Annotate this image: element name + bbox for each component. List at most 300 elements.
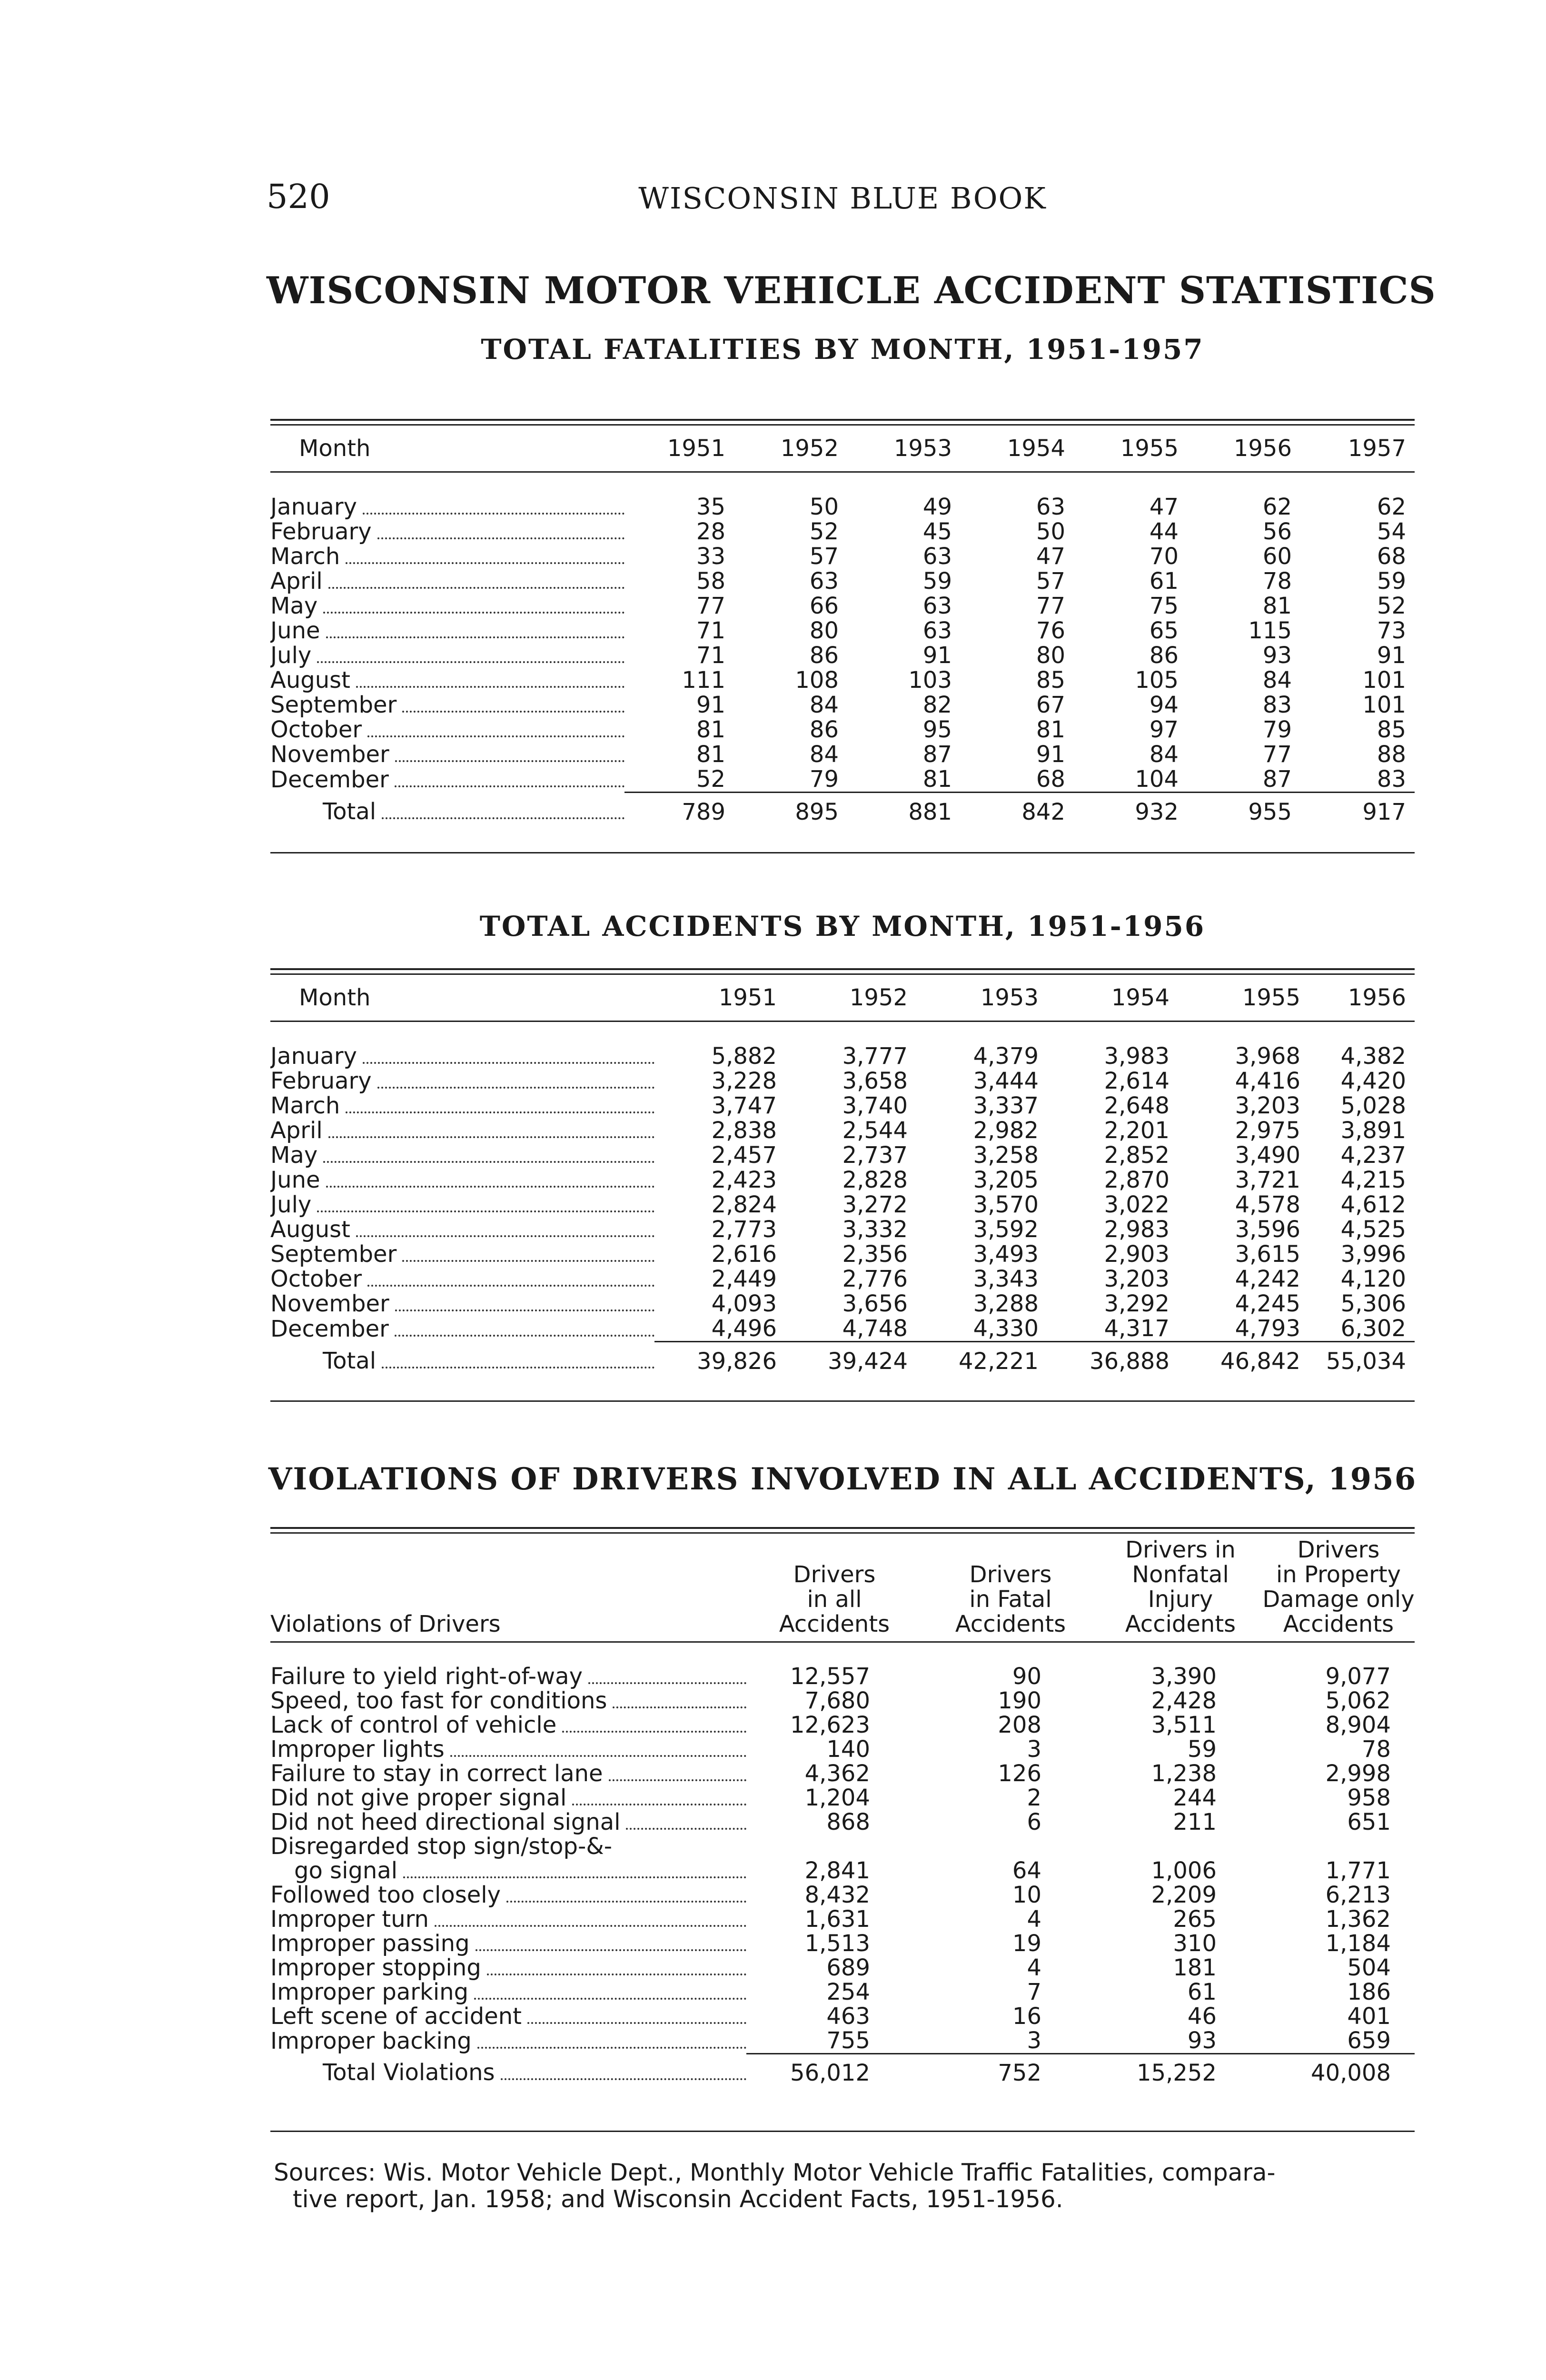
value-cell: 8,904 <box>1325 1713 1391 1737</box>
value-cell: 504 <box>1347 1956 1391 1980</box>
dot-leader <box>323 612 624 614</box>
dot-leader <box>395 1335 654 1337</box>
value-cell: 87 <box>1262 767 1292 793</box>
month-label-text: November <box>270 742 389 767</box>
month-label <box>270 767 624 792</box>
value-cell: 1,204 <box>804 1786 870 1810</box>
value-cell: 95 <box>922 717 952 742</box>
violation-label <box>270 1883 746 1907</box>
dot-leader <box>477 2047 746 2049</box>
value-cell: 84 <box>1262 668 1292 693</box>
nonfatal-injury-header: Drivers in Nonfatal Injury Accidents <box>1099 1537 1262 1642</box>
violation-label-text: Followed too closely <box>270 1883 501 1907</box>
value-cell: 49 <box>922 495 952 519</box>
value-cell: 3,747 <box>711 1093 777 1118</box>
table-row <box>270 1810 1415 1835</box>
value-cell: 101 <box>1362 693 1406 717</box>
month-label-text: October <box>270 1267 362 1291</box>
table-row <box>270 1069 1415 1093</box>
table-row <box>270 1044 1415 1069</box>
year-header-1955: 1955 <box>1074 426 1187 472</box>
value-cell: 2,201 <box>1104 1118 1169 1143</box>
month-label-text: October <box>270 717 362 742</box>
table-row <box>270 1713 1415 1737</box>
value-cell: 71 <box>696 643 725 668</box>
value-cell: 81 <box>922 767 952 793</box>
value-cell: 3,740 <box>842 1093 908 1118</box>
value-cell: 91 <box>696 693 725 717</box>
dot-leader <box>356 1235 654 1237</box>
value-cell: 62 <box>1377 495 1406 519</box>
value-cell: 3,205 <box>973 1168 1039 1192</box>
value-cell: 4,420 <box>1340 1069 1406 1093</box>
violation-label <box>270 2004 746 2029</box>
value-cell: 3,390 <box>1151 1665 1217 1689</box>
value-cell: 1,513 <box>804 1932 870 1956</box>
month-label <box>270 767 624 793</box>
value-cell: 76 <box>1036 618 1065 643</box>
year-header-1953: 1953 <box>847 426 961 472</box>
sources-note <box>274 2159 1416 2212</box>
value-cell: 2,544 <box>842 1118 908 1143</box>
table-row <box>270 594 1415 618</box>
value-cell: 5,062 <box>1325 1689 1391 1713</box>
value-cell: 2,776 <box>842 1267 908 1291</box>
month-label-text: August <box>270 1217 350 1242</box>
value-cell: 80 <box>809 618 839 643</box>
value-cell: 63 <box>922 544 952 569</box>
value-cell: 2,838 <box>711 1118 777 1143</box>
value-cell: 4,362 <box>804 1762 870 1786</box>
month-label <box>270 742 624 767</box>
value-cell: 60 <box>1262 544 1292 569</box>
month-label-text: April <box>270 1118 323 1143</box>
value-cell: 4,612 <box>1340 1192 1406 1217</box>
value-cell: 87 <box>922 742 952 767</box>
total-value: 46,842 <box>1178 1342 1309 1374</box>
month-label <box>270 594 624 618</box>
table-row <box>270 742 1415 767</box>
value-cell: 47 <box>1036 544 1065 569</box>
total-value: 842 <box>961 793 1074 825</box>
dot-leader <box>367 735 624 737</box>
table-row <box>270 1835 1415 1859</box>
value-cell: 63 <box>922 618 952 643</box>
value-cell: 16 <box>1012 2004 1041 2029</box>
month-label-text: September <box>270 1242 397 1267</box>
page-number: 520 <box>267 177 330 216</box>
value-cell: 3,721 <box>1235 1168 1300 1192</box>
total-value: 789 <box>624 793 734 825</box>
total-label <box>323 2061 746 2085</box>
value-cell: 208 <box>998 1713 1041 1737</box>
value-cell: 5,028 <box>1340 1093 1406 1118</box>
violations-bottom-rule <box>270 2131 1415 2132</box>
month-label-text: March <box>270 544 340 569</box>
table-row <box>270 1242 1415 1267</box>
value-cell: 61 <box>1149 569 1179 594</box>
value-cell: 3,228 <box>711 1069 777 1093</box>
month-label-text: May <box>270 594 318 618</box>
value-cell: 3,332 <box>842 1217 908 1242</box>
value-cell: 47 <box>1149 495 1179 519</box>
value-cell: 1,006 <box>1151 1859 1217 1883</box>
violation-label <box>270 1689 746 1713</box>
dot-leader <box>562 1731 746 1733</box>
value-cell: 4,379 <box>973 1044 1039 1069</box>
total-value: 39,424 <box>785 1342 916 1374</box>
month-label <box>270 1168 654 1192</box>
dot-leader <box>346 562 624 564</box>
month-label <box>270 544 624 569</box>
year-header-1954: 1954 <box>961 426 1074 472</box>
value-cell: 66 <box>809 594 839 618</box>
total-value: 56,012 <box>746 2054 922 2086</box>
month-label <box>270 519 624 544</box>
value-cell: 33 <box>696 544 725 569</box>
month-label <box>270 1291 654 1316</box>
value-cell: 4,120 <box>1340 1267 1406 1291</box>
table-row <box>270 519 1415 544</box>
value-cell: 3,022 <box>1104 1192 1169 1217</box>
dot-leader <box>402 711 624 713</box>
dot-leader <box>588 1682 746 1684</box>
value-cell: 62 <box>1262 495 1292 519</box>
value-cell: 5,306 <box>1340 1291 1406 1316</box>
value-cell: 88 <box>1377 742 1406 767</box>
empty-cell <box>922 1835 1099 1859</box>
dot-leader <box>487 1973 746 1975</box>
violation-label <box>270 1786 746 1810</box>
value-cell: 4,215 <box>1340 1168 1406 1192</box>
accidents-title: TOTAL ACCIDENTS BY MONTH, 1951-1956 <box>479 910 1206 942</box>
value-cell: 91 <box>1036 742 1065 767</box>
dot-leader <box>506 1901 746 1903</box>
sources-line-2: tive report, Jan. 1958; and Wisconsin Accident Facts, 1951-1956. <box>293 2185 1063 2213</box>
dot-leader <box>395 1309 654 1311</box>
value-cell: 3,337 <box>973 1093 1039 1118</box>
value-cell: 3,292 <box>1104 1291 1169 1316</box>
total-label <box>270 2054 746 2086</box>
total-value: 752 <box>922 2054 1099 2086</box>
table-row <box>270 693 1415 717</box>
total-label <box>270 1342 654 1374</box>
value-cell: 186 <box>1347 1980 1391 2004</box>
value-cell: 86 <box>809 643 839 668</box>
violation-label-text: Failure to stay in correct lane <box>270 1762 603 1786</box>
violation-label <box>270 1932 746 1956</box>
value-cell: 3,343 <box>973 1267 1039 1291</box>
value-cell: 4,237 <box>1340 1143 1406 1168</box>
table-row <box>270 668 1415 693</box>
value-cell: 958 <box>1347 1786 1391 1810</box>
value-cell: 689 <box>826 1956 870 1980</box>
month-column-header: Month <box>270 975 654 1021</box>
year-header-1951: 1951 <box>624 426 734 472</box>
month-label <box>270 1143 654 1168</box>
value-cell: 57 <box>1036 569 1065 594</box>
dot-leader <box>501 2078 746 2080</box>
month-label <box>270 1242 654 1267</box>
value-cell: 126 <box>998 1762 1041 1786</box>
value-cell: 59 <box>1377 569 1406 594</box>
value-cell: 54 <box>1377 519 1406 544</box>
value-cell: 12,557 <box>790 1665 870 1689</box>
value-cell: 4,578 <box>1235 1192 1300 1217</box>
month-label <box>270 1192 654 1217</box>
value-cell: 81 <box>1262 594 1292 618</box>
dot-leader <box>323 1161 654 1163</box>
value-cell: 84 <box>809 742 839 767</box>
violation-label-text: Did not give proper signal <box>270 1786 567 1810</box>
violation-label <box>270 1907 746 1932</box>
total-row <box>270 1342 1415 1374</box>
dot-leader <box>377 537 624 539</box>
total-value: 36,888 <box>1047 1342 1178 1374</box>
month-label <box>270 1291 654 1316</box>
month-label-text: November <box>270 1291 389 1316</box>
value-cell: 659 <box>1347 2029 1391 2054</box>
value-cell: 2,614 <box>1104 1069 1169 1093</box>
value-cell: 108 <box>795 668 839 693</box>
table-row <box>270 1192 1415 1217</box>
value-cell: 3,891 <box>1340 1118 1406 1143</box>
value-cell: 3,511 <box>1151 1713 1217 1737</box>
value-cell: 58 <box>696 569 725 594</box>
month-label <box>270 1143 654 1168</box>
value-cell: 63 <box>922 594 952 618</box>
violation-label-text: Improper lights <box>270 1737 445 1762</box>
table-row <box>270 767 1415 793</box>
year-header-1955: 1955 <box>1178 975 1309 1021</box>
value-cell: 8,432 <box>804 1883 870 1907</box>
value-cell: 3,203 <box>1104 1267 1169 1291</box>
value-cell: 190 <box>998 1689 1041 1713</box>
value-cell: 4 <box>1027 1907 1041 1932</box>
value-cell: 3,490 <box>1235 1143 1300 1168</box>
value-cell: 86 <box>809 717 839 742</box>
table-row <box>270 1168 1415 1192</box>
value-cell: 46 <box>1187 2004 1217 2029</box>
dot-leader <box>326 636 624 638</box>
value-cell: 4,793 <box>1235 1316 1300 1342</box>
dot-leader <box>395 785 624 787</box>
value-cell: 103 <box>908 668 952 693</box>
accidents-bottom-rule <box>270 1400 1415 1402</box>
table-row <box>270 1689 1415 1713</box>
table-row <box>270 1859 1415 1883</box>
year-header-1954: 1954 <box>1047 975 1178 1021</box>
month-label <box>270 544 624 569</box>
value-cell: 3 <box>1027 2029 1041 2054</box>
value-cell: 45 <box>922 519 952 544</box>
violation-label <box>270 1689 746 1713</box>
value-cell: 3,570 <box>973 1192 1039 1217</box>
value-cell: 2,828 <box>842 1168 908 1192</box>
dot-leader <box>317 661 624 663</box>
value-cell: 2,982 <box>973 1118 1039 1143</box>
violation-label <box>270 1883 746 1907</box>
violation-label: Disregarded stop sign/stop-&- <box>270 1835 613 1859</box>
value-cell: 4,525 <box>1340 1217 1406 1242</box>
value-cell: 6,213 <box>1325 1883 1391 1907</box>
violation-label-text: Improper stopping <box>270 1956 481 1980</box>
dot-leader <box>450 1755 746 1757</box>
violation-label-text: Improper passing <box>270 1932 470 1956</box>
value-cell: 2,457 <box>711 1143 777 1168</box>
value-cell: 79 <box>809 767 839 793</box>
dot-leader <box>403 1876 746 1878</box>
value-cell: 310 <box>1173 1932 1217 1956</box>
dot-leader <box>328 587 624 589</box>
value-cell: 105 <box>1135 668 1179 693</box>
value-cell: 94 <box>1149 693 1179 717</box>
violation-label-continued-text: go signal <box>294 1859 398 1883</box>
total-value: 55,034 <box>1309 1342 1415 1374</box>
month-column-header: Month <box>270 426 624 472</box>
violations-table <box>270 1537 1415 2085</box>
fatal-accidents-header: Drivers in Fatal Accidents <box>922 1537 1099 1642</box>
value-cell: 2,841 <box>804 1859 870 1883</box>
month-label-text: May <box>270 1143 318 1168</box>
value-cell: 3,656 <box>842 1291 908 1316</box>
value-cell: 7,680 <box>804 1689 870 1713</box>
value-cell: 71 <box>696 618 725 643</box>
table-row <box>270 1665 1415 1689</box>
dot-leader <box>382 1367 654 1368</box>
value-cell: 97 <box>1149 717 1179 742</box>
value-cell: 9,077 <box>1325 1665 1391 1689</box>
value-cell: 81 <box>1036 717 1065 742</box>
dot-leader <box>363 513 624 515</box>
value-cell: 4,330 <box>973 1316 1039 1342</box>
accidents-header-row <box>270 975 1415 1021</box>
value-cell: 85 <box>1377 717 1406 742</box>
month-label-text: April <box>270 569 323 594</box>
month-label <box>270 1044 654 1069</box>
table-row <box>270 643 1415 668</box>
month-label-text: July <box>270 643 312 668</box>
value-cell: 93 <box>1187 2029 1217 2054</box>
value-cell: 19 <box>1012 1932 1041 1956</box>
value-cell: 78 <box>1262 569 1292 594</box>
table-row <box>270 1143 1415 1168</box>
month-label <box>270 569 624 594</box>
dot-leader <box>613 1706 746 1708</box>
violation-label <box>270 1713 746 1737</box>
value-cell: 68 <box>1036 767 1065 793</box>
value-cell: 4,093 <box>711 1291 777 1316</box>
month-label <box>270 1267 654 1291</box>
fatalities-bottom-rule <box>270 852 1415 853</box>
violation-label <box>270 2029 746 2054</box>
value-cell: 77 <box>696 594 725 618</box>
month-label <box>270 668 624 693</box>
month-label <box>270 717 624 742</box>
value-cell: 68 <box>1377 544 1406 569</box>
value-cell: 50 <box>1036 519 1065 544</box>
month-label <box>270 618 624 643</box>
value-cell: 83 <box>1262 693 1292 717</box>
table-row <box>270 1291 1415 1316</box>
value-cell: 73 <box>1377 618 1406 643</box>
month-label <box>270 618 624 643</box>
value-cell: 10 <box>1012 1883 1041 1907</box>
violation-label-continued <box>270 1859 746 1883</box>
year-header-1952: 1952 <box>785 975 916 1021</box>
value-cell: 57 <box>809 544 839 569</box>
value-cell: 4,416 <box>1235 1069 1300 1093</box>
value-cell: 91 <box>1377 643 1406 668</box>
value-cell: 101 <box>1362 668 1406 693</box>
value-cell: 84 <box>809 693 839 717</box>
year-header-1952: 1952 <box>734 426 847 472</box>
value-cell: 3,596 <box>1235 1217 1300 1242</box>
month-label-text: June <box>270 1168 320 1192</box>
value-cell: 2,737 <box>842 1143 908 1168</box>
violations-header-row <box>270 1537 1415 1642</box>
month-label-text: September <box>270 693 397 717</box>
value-cell: 265 <box>1173 1907 1217 1932</box>
month-label <box>270 1168 654 1192</box>
fatalities-top-rule <box>270 419 1415 426</box>
month-label <box>270 569 624 594</box>
year-header-1956: 1956 <box>1309 975 1415 1021</box>
table-row <box>270 1883 1415 1907</box>
value-cell: 868 <box>826 1810 870 1835</box>
month-label <box>270 1093 654 1118</box>
value-cell: 3,203 <box>1235 1093 1300 1118</box>
month-label <box>270 643 624 668</box>
month-label-text: February <box>270 1069 372 1093</box>
violation-label-text: Improper parking <box>270 1980 469 2004</box>
value-cell: 2,209 <box>1151 1883 1217 1907</box>
value-cell: 63 <box>809 569 839 594</box>
value-cell: 83 <box>1377 767 1406 793</box>
value-cell: 3,615 <box>1235 1242 1300 1267</box>
month-label <box>270 668 624 693</box>
value-cell: 4,748 <box>842 1316 908 1342</box>
violation-label-text: Did not heed directional signal <box>270 1810 621 1835</box>
dot-leader <box>435 1925 746 1927</box>
value-cell: 2 <box>1027 1786 1041 1810</box>
all-accidents-header: Drivers in all Accidents <box>746 1537 922 1642</box>
violation-label <box>270 1956 746 1980</box>
total-row <box>270 793 1415 825</box>
total-label <box>323 1349 654 1373</box>
violations-title: VIOLATIONS OF DRIVERS INVOLVED IN ALL ACCIDENTS, 1956 <box>268 1461 1417 1497</box>
violation-label <box>270 1737 746 1762</box>
violation-label <box>270 1665 746 1689</box>
table-row <box>270 1932 1415 1956</box>
table-row <box>270 544 1415 569</box>
month-label-text: January <box>270 1044 357 1069</box>
table-row <box>270 1316 1415 1342</box>
violation-label <box>270 1713 746 1737</box>
value-cell: 61 <box>1187 1980 1217 2004</box>
value-cell: 3 <box>1027 1737 1041 1762</box>
total-value: 932 <box>1074 793 1187 825</box>
month-label <box>270 1242 654 1267</box>
value-cell: 2,428 <box>1151 1689 1217 1713</box>
value-cell: 44 <box>1149 519 1179 544</box>
value-cell: 7 <box>1027 1980 1041 2004</box>
value-cell: 2,824 <box>711 1192 777 1217</box>
value-cell: 65 <box>1149 618 1179 643</box>
dot-leader <box>363 1062 654 1064</box>
value-cell: 63 <box>1036 495 1065 519</box>
table-row <box>270 618 1415 643</box>
